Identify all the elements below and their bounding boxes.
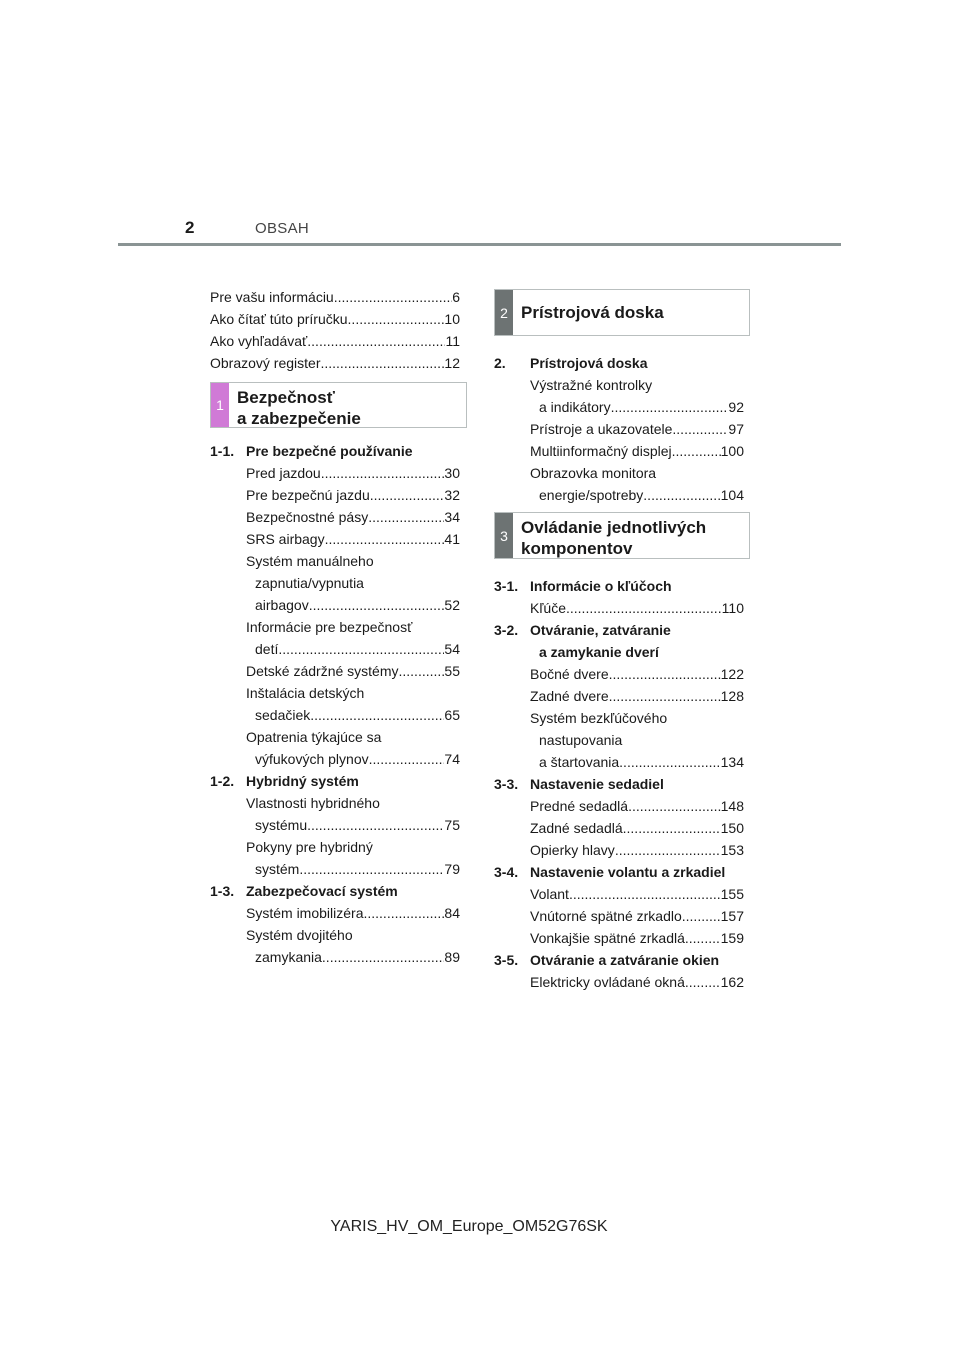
toc-entry[interactable]: Elektricky ovládané okná ..... 162 <box>530 971 744 993</box>
toc-left-column <box>210 286 460 968</box>
toc-entry[interactable]: Kľúče ..... 110 <box>530 597 744 619</box>
toc-entry[interactable]: Multiinformačný displej ..... 100 <box>530 440 744 462</box>
subsection-heading[interactable]: 1-1. Pre bezpečné používanie <box>210 443 413 459</box>
toc-entry[interactable]: SRS airbagy ..... 41 <box>246 528 460 550</box>
header-title: OBSAH <box>255 220 310 237</box>
toc-entry[interactable]: Bezpečnostné pásy ..... 34 <box>246 506 460 528</box>
section-header-3[interactable] <box>494 512 750 559</box>
toc-entry[interactable]: Informácie pre bezpečnosť detí ..... 54 <box>246 616 460 660</box>
subsection-heading[interactable]: 2. Prístrojová doska <box>494 355 648 371</box>
section-tab: 2 <box>495 290 513 335</box>
toc-entry[interactable]: Systém imobilizéra ..... 84 <box>246 902 460 924</box>
page-number: 2 <box>185 218 195 237</box>
section-title: Ovládanie jednotlivých komponentov <box>521 518 707 558</box>
subsection-heading[interactable]: 1-3. Zabezpečovací systém <box>210 883 398 899</box>
section-title: Prístrojová doska <box>521 303 664 322</box>
toc-entry[interactable]: Vlastnosti hybridného systému ..... 75 <box>246 792 460 836</box>
toc-entry[interactable]: Obrazový register ..... 12 <box>210 352 460 374</box>
toc-entry[interactable]: Detské zádržné systémy ..... 55 <box>246 660 460 682</box>
page-footer <box>0 1218 960 1236</box>
toc-entry[interactable]: Pred jazdou ..... 30 <box>246 462 460 484</box>
toc-entry[interactable]: Prístroje a ukazovatele ..... 97 <box>530 418 744 440</box>
section-tab: 1 <box>211 383 229 427</box>
subsection-heading[interactable]: 1-2. Hybridný systém <box>210 773 359 789</box>
toc-entry[interactable]: Pokyny pre hybridný systém ..... 79 <box>246 836 460 880</box>
subsection-heading[interactable]: 3-1. Informácie o kľúčoch <box>494 578 672 594</box>
toc-entry[interactable]: Inštalácia detských sedačiek ..... 65 <box>246 682 460 726</box>
toc-entry[interactable]: Pre bezpečnú jazdu ..... 32 <box>246 484 460 506</box>
toc-entry[interactable]: Opierky hlavy ..... 153 <box>530 839 744 861</box>
toc-entry[interactable]: Volant ..... 155 <box>530 883 744 905</box>
toc-entry[interactable]: Vonkajšie spätné zrkadlá ..... 159 <box>530 927 744 949</box>
header-divider <box>118 243 841 246</box>
section-title: Bezpečnosť a zabezpečenie <box>237 388 361 428</box>
section-tab: 3 <box>495 513 513 558</box>
document-id: YARIS_HV_OM_Europe_OM52G76SK <box>330 1218 608 1235</box>
toc-entry[interactable]: Obrazovka monitora energie/spotreby ..... 104 <box>530 462 744 506</box>
subsection-heading[interactable]: 3-3. Nastavenie sedadiel <box>494 776 664 792</box>
toc-entry[interactable]: Pre vašu informáciu ..... 6 <box>210 286 460 308</box>
toc-entry[interactable]: Ako vyhľadávať ..... 11 <box>210 330 460 352</box>
toc-entry[interactable]: Ako čítať túto príručku ..... 10 <box>210 308 460 330</box>
subsection-heading[interactable]: 3-4. Nastavenie volantu a zrkadiel <box>494 864 726 880</box>
page-header <box>185 218 309 238</box>
section-header-2[interactable] <box>494 289 750 336</box>
toc-entry[interactable]: Vnútorné spätné zrkadlo ..... 157 <box>530 905 744 927</box>
toc-entry[interactable]: Výstražné kontrolky a indikátory ..... 92 <box>530 374 744 418</box>
toc-entry[interactable]: Zadné sedadlá ..... 150 <box>530 817 744 839</box>
toc-entry[interactable]: Zadné dvere ..... 128 <box>530 685 744 707</box>
toc-entry[interactable]: Bočné dvere ..... 122 <box>530 663 744 685</box>
section-header-1[interactable] <box>210 382 467 428</box>
toc-entry[interactable]: Systém bezkľúčového nastupovania a štartovania ..... 134 <box>530 707 744 773</box>
subsection-heading[interactable]: 3-2. Otváranie, zatváranie a zamykanie dverí <box>494 622 671 660</box>
toc-right-column <box>494 286 744 993</box>
toc-entry[interactable]: Opatrenia týkajúce sa výfukových plynov ..... 74 <box>246 726 460 770</box>
toc-entry[interactable]: Predné sedadlá ..... 148 <box>530 795 744 817</box>
toc-entry[interactable]: Systém manuálneho zapnutia/vypnutia airbagov ..... 52 <box>246 550 460 616</box>
subsection-heading[interactable]: 3-5. Otváranie a zatváranie okien <box>494 952 720 968</box>
toc-entry[interactable]: Systém dvojitého zamykania ..... 89 <box>246 924 460 968</box>
